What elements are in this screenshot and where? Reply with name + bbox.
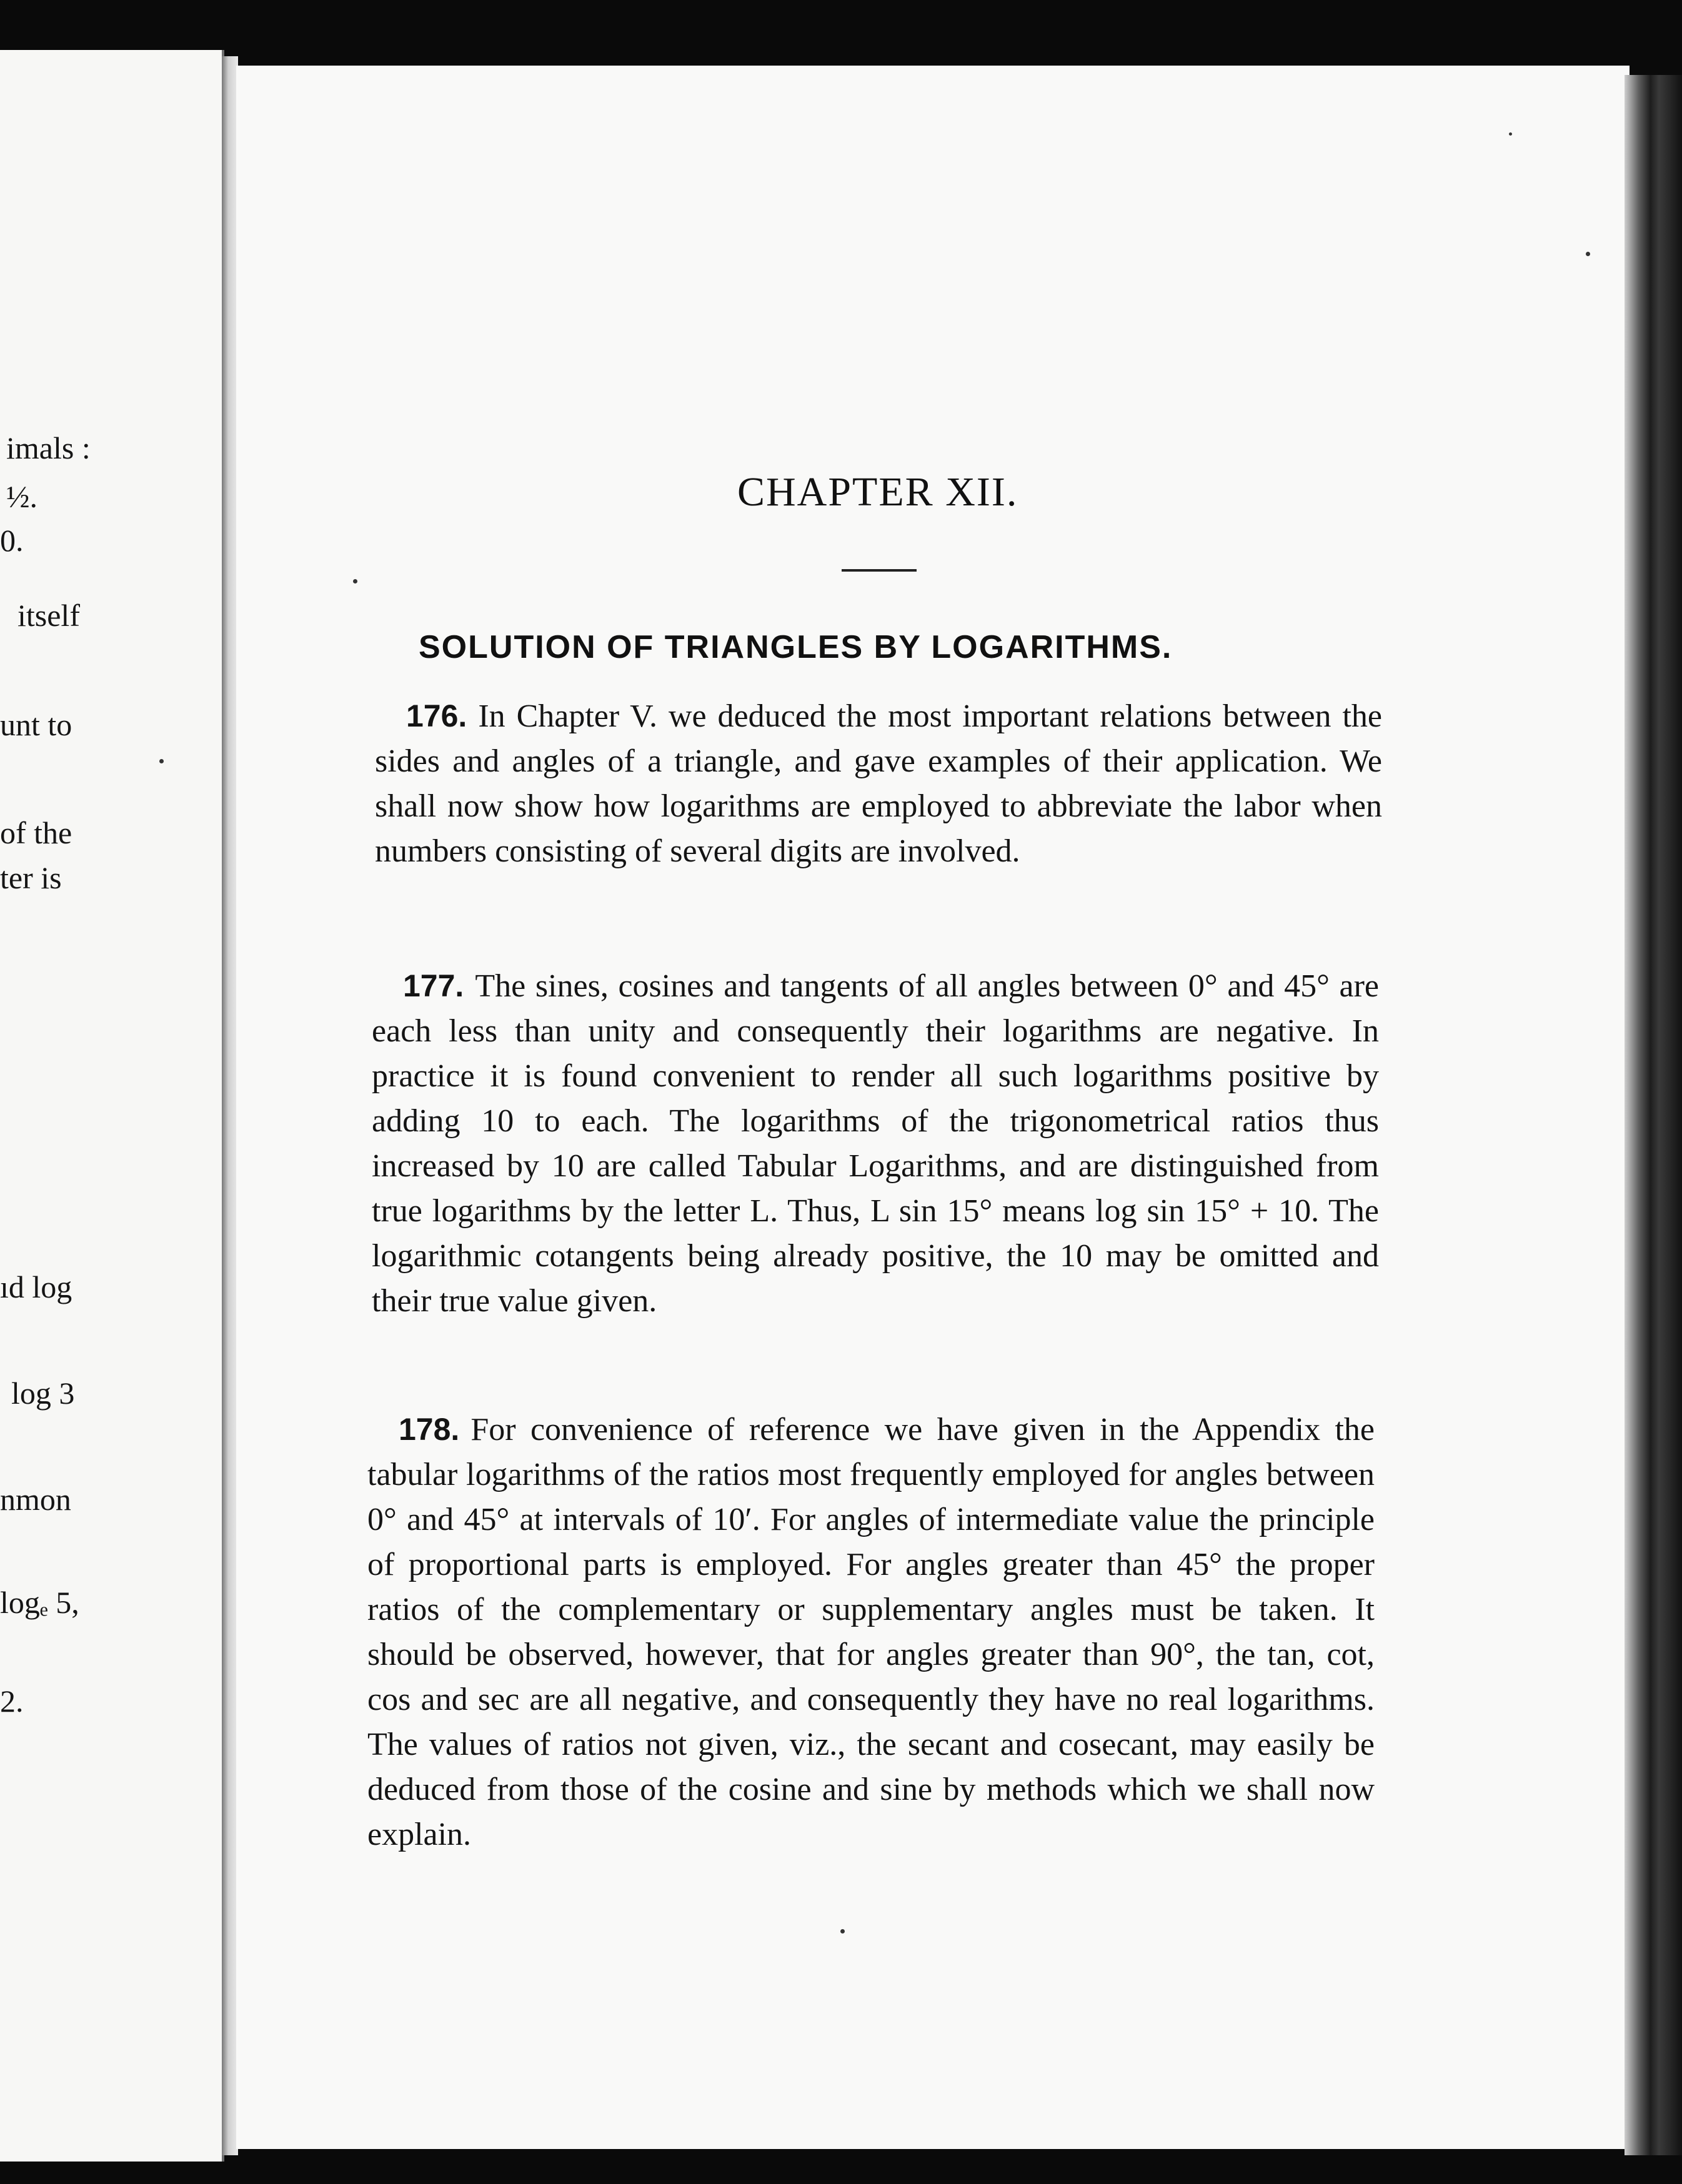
left-page-fragment: logₑ 5, bbox=[0, 1585, 79, 1620]
paragraph-number: 178. bbox=[399, 1412, 460, 1447]
left-page-fragment: 2. bbox=[0, 1684, 24, 1719]
left-page-fragment: ter is bbox=[0, 860, 62, 895]
scan-speck bbox=[353, 579, 357, 583]
left-page-fragment: itself bbox=[17, 598, 80, 633]
title-rule bbox=[842, 569, 917, 572]
paragraph-text: For convenience of reference we have given in the Appendix the tabular logarithms of the ratios most frequently employed for angles between 0° and 45° at intervals of 10′. For angles of intermediate value the principle of proportional parts is employed. For angles greater than 45° the proper ratios of the complementary or supplementary angles must be taken. It should be observed, however, that for angles greater than 90°, the tan, cot, cos and sec are all negative, and consequently they have no real logarithms. The values of ratios not given, viz., the secant and cosecant, may easily be deduced from those of the cosine and sine by methods which we shall now explain. bbox=[367, 1412, 1375, 1852]
left-page-fragment: log 3 bbox=[11, 1376, 75, 1411]
paragraph-text: In Chapter V. we deduced the most important relations between the sides and angles of a triangle, and gave examples of their application. We shall now show how logarithms are employed to abbreviate the labor when numbers consisting of several digits are involved. bbox=[375, 698, 1382, 869]
paragraph-176 bbox=[375, 693, 1382, 874]
left-page-fragment: of the bbox=[0, 815, 72, 850]
left-page-fragment: imals : bbox=[6, 430, 91, 465]
left-page-fragment: 0. bbox=[0, 523, 24, 558]
chapter-title: CHAPTER XII. bbox=[737, 469, 1018, 515]
left-page-fragment: nmon bbox=[0, 1482, 71, 1517]
page-stack-edge bbox=[1625, 75, 1682, 2155]
left-page-fragment: unt to bbox=[0, 707, 72, 742]
paragraph-177 bbox=[372, 963, 1379, 1324]
previous-page-edge bbox=[0, 50, 224, 2162]
paragraph-number: 177. bbox=[403, 968, 464, 1003]
paragraph-text: The sines, cosines and tangents of all angles between 0° and 45° are each less than unity and consequently their logarithms are negative. In practice it is found convenient to render all such logarithms positive by adding 10 to each. The logarithms of the trigonometrical ratios thus increased by 10 are called Tabular Logarithms, and are distinguished from true logarithms by the letter L. Thus, L sin 15° means log sin 15° + 10. The logarithmic cotangents being already positive, the 10 may be omitted and their true value given. bbox=[372, 968, 1379, 1319]
scan-speck bbox=[840, 1929, 845, 1933]
paragraph-number: 176. bbox=[406, 698, 467, 733]
left-page-fragment: ½. bbox=[6, 479, 37, 514]
scan-speck bbox=[1509, 132, 1512, 136]
scan-speck bbox=[1586, 252, 1590, 256]
scan-speck bbox=[159, 759, 164, 763]
section-heading: SOLUTION OF TRIANGLES BY LOGARITHMS. bbox=[419, 629, 1173, 665]
paragraph-178 bbox=[367, 1407, 1375, 1857]
left-page-fragment: ıd log bbox=[0, 1269, 72, 1304]
